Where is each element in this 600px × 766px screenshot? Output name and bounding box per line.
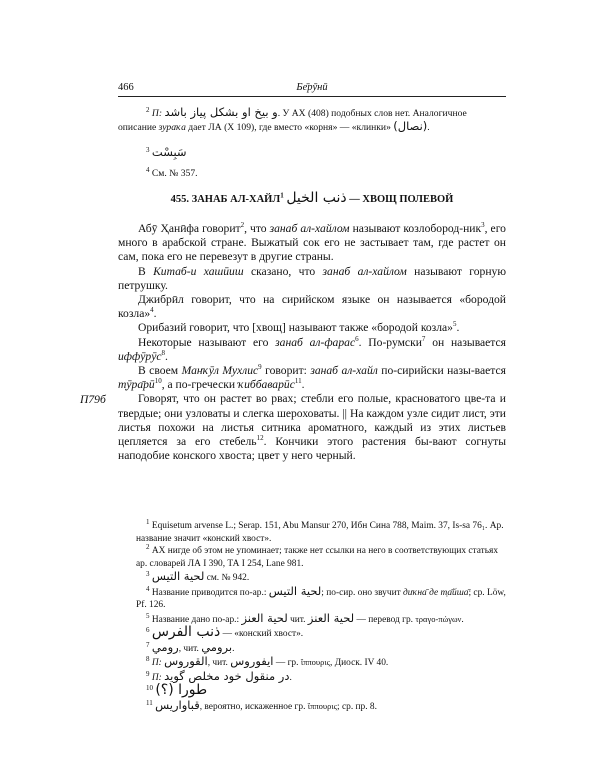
page-number: 466 [118, 82, 134, 93]
footnote: $^9$ П: در منقول خود مخلص گويد. [146, 668, 292, 683]
arabic-text: و بيخ او بشكل پياز باشد [164, 105, 278, 119]
arabic-text: لحية التيس [268, 583, 322, 598]
footnote: $^5$ Название дано по-ар.: لحية العنز чит. لحية العنز — перевод гр. τραγο-πώγων. [146, 610, 464, 625]
arabic-text: لحية العنز [241, 610, 288, 625]
footnotes [118, 517, 506, 713]
top-footnote-4: $^4$ См. № 357. [146, 165, 198, 179]
footnote: $^2$ АХ нигде об этом не упоминает; также нет ссылки на него в соответствующих статьях ар. словарей ЛА I 390, ТА I 254, Lane 981. [136, 542, 499, 569]
article-body [118, 222, 506, 463]
arabic-text: در منقول خود مخلص گويد [164, 668, 290, 683]
arabic-text: ذنب الفرس [151, 624, 221, 640]
arabic-text: برومي [201, 639, 233, 654]
arabic-text: (نصال) [393, 119, 428, 133]
footnote: $^1$ Equisetum arvense L.; Serap. 151, Abu Mansur 270, Ибн Сина 788, Maim. 37, Is-sa 76₁. Ар. название значит «конский хвост». [136, 517, 504, 544]
article-title-russian: ХВОЩ ПОЛЕВОЙ [362, 194, 454, 205]
arabic-text: قباواريس [155, 697, 200, 712]
footnote: $^4$ Название приводится по-ар.: لحية التيس; по-сир. оно звучит диҡна̄ де т̣а̄йша̄; ср. Löw, Pf. 126. [136, 583, 506, 610]
article-title-arabic: ذنب الخيل [286, 190, 347, 206]
article-title: ЗАНАБ АЛ-ХАЙЛ [191, 194, 281, 205]
header-rule [118, 96, 506, 97]
arabic-text: القوروس [164, 654, 208, 668]
arabic-text: ايفوروس [230, 654, 274, 668]
top-footnote-2 [118, 106, 506, 134]
article-heading: 455. ЗАНАБ АЛ-ХАЙЛ$^1$ ذنب الخيل — ХВОЩ ПОЛЕВОЙ [170, 190, 454, 206]
footnote: $^6$ ذنب الفرس — «конский хвост». [146, 624, 304, 640]
footnote: $^8$ П: القوروس, чит. ايفوروس — гр. ἵππουρις, Диоск. IV 40. [146, 654, 389, 668]
footnote: $^{10}$ طورا (؟) [146, 682, 208, 698]
arabic-text: سَبِسْت [151, 145, 187, 159]
arabic-text: لحية العنز [307, 610, 355, 625]
footnote: $^{11}$ قباواريس, вероятно, искаженное гр. ἵππουρις; ср. пр. 8. [146, 697, 377, 712]
paragraph: Абӯ Ҳанӣфа говорит$^2$, что занаб ал-хайлом называют козлобород-ник$^3$, его много в арабской стране. Выжатый сок его не застывает там, где растет он сам, пока его не перевезут в другие страны. [118, 221, 506, 264]
running-title: Бе̄рӯнӣ [296, 82, 328, 93]
paragraph: В своем Манҡӯл Мухлис$^9$ говорит: занаб ал-хайл по-сирийски назы-вается $т̣ӯра̄рӣ^{10}$, а по-гречески ҡиббаварӣс$^{11}$. [118, 363, 506, 392]
article-number: 455. [170, 194, 190, 205]
arabic-text: رومي [151, 639, 179, 654]
paragraph: Некоторые называют его занаб ал-фарас$^6$. По-румски$^7$ он называется иффӯрӯс$^8$. [118, 334, 506, 363]
paragraph: В Китаб-и хашӣиш сказано, что занаб ал-хайлом называют горную петрушку. [118, 264, 506, 292]
footnote: $^7$ رومي, чит. برومي. [146, 639, 235, 654]
top-footnote-3: $^3$ سَبِسْت [146, 145, 187, 159]
paragraph: Говорят, что он растет во рвах; стебли его полые, красноватого цве-та и твердые; они узловаты и слегка шероховаты. || На каждом узле сидит лист, эти листья похожи на листья ситника ароматного, каждый из этих листьев цепляется за его стебель$^{12}$. Кончики этого растения бы-вают согнуты наподобие конского хвоста; цвет у него черный. [118, 392, 506, 463]
running-header [118, 80, 506, 96]
footnote-line: $^2$ П: و بيخ او بشكل پياز باشد. У АХ (408) подобных слов нет. Аналогичное [146, 105, 467, 119]
footnote: $^3$ لحية التيس см. № 942. [146, 569, 250, 583]
footnote-line: описание зураҡа дает ЛА (X 109), где вместо «корня» — «клинки» (نصال). [118, 119, 430, 133]
paragraph: Джибрӣл говорит, что на сирийском языке он называется «бородой козла»$^4$. [118, 293, 506, 321]
margin-folio-note: П79б [80, 393, 106, 406]
arabic-text: لحية التيس [151, 569, 205, 583]
arabic-text: طورا (؟) [155, 682, 208, 698]
paragraph: Орибазий говорит, что [хвощ] называют также «бородой козла»$^5$. [138, 320, 460, 335]
